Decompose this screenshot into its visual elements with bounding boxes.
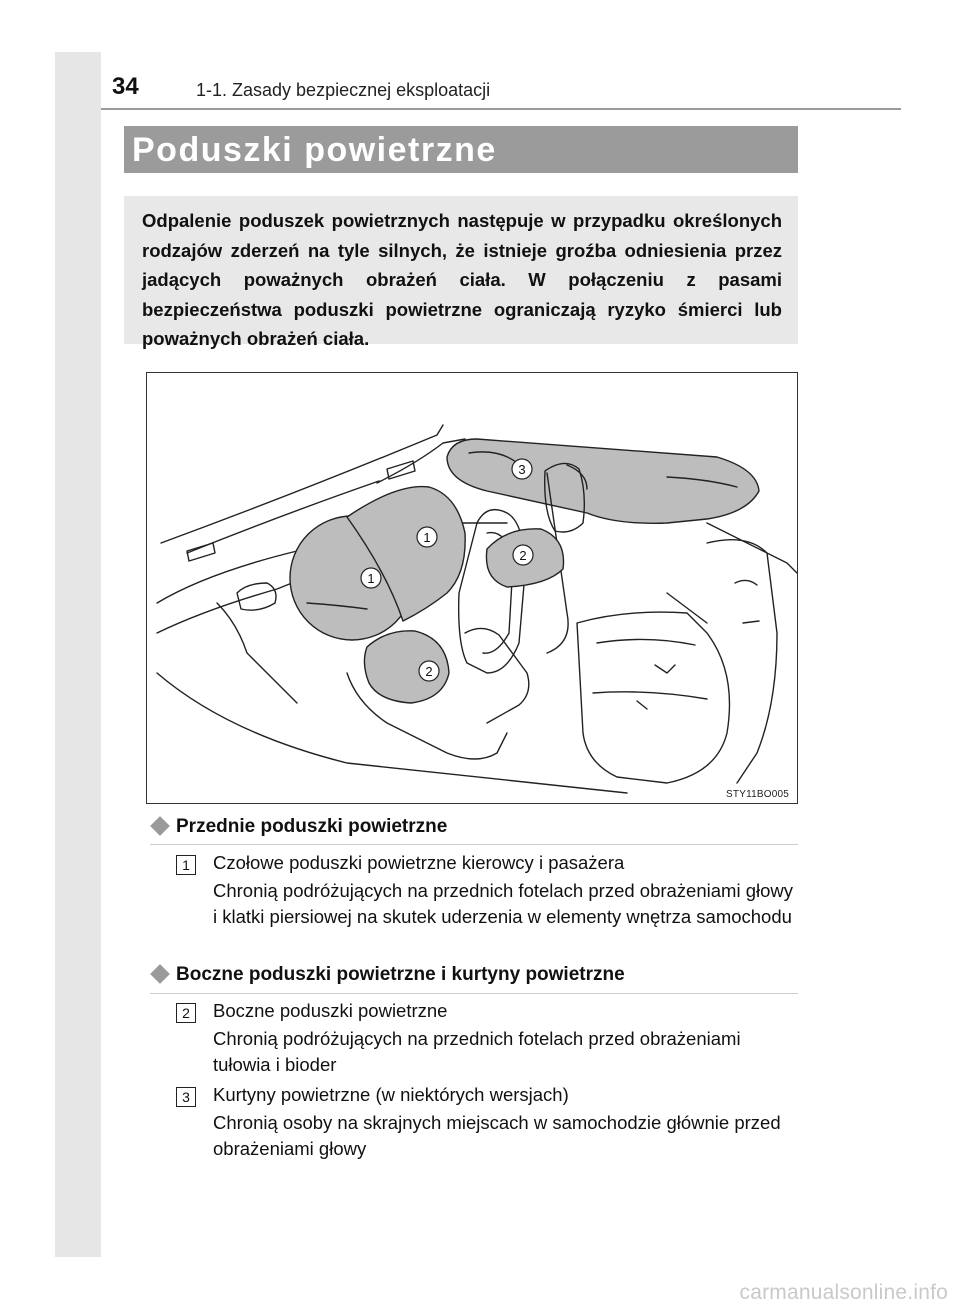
section-heading-front-airbags (150, 816, 447, 838)
rear-bench (577, 612, 730, 783)
car-interior-drawing (147, 373, 798, 804)
callout-2b: 2 (425, 664, 433, 679)
watermark: carmanualsonline.info (739, 1281, 948, 1304)
instrument-pod (237, 583, 276, 610)
dashboard-face (157, 581, 297, 633)
section-title-bar (124, 126, 798, 173)
callout-2a: 2 (519, 548, 527, 563)
header-divider (101, 108, 901, 110)
section-divider (150, 993, 798, 994)
rear-door-handle (735, 580, 759, 623)
diamond-bullet-icon (150, 964, 170, 984)
list-item (176, 1000, 800, 1076)
rear-door (707, 540, 777, 783)
callout-3: 3 (518, 462, 526, 477)
item-number-badge: 2 (176, 1003, 196, 1023)
page-side-band (55, 52, 101, 1257)
callout-1a: 1 (423, 530, 431, 545)
list-item (176, 852, 800, 952)
airbag-illustration (146, 372, 798, 804)
diamond-bullet-icon (150, 816, 170, 836)
page-number: 34 (112, 73, 139, 100)
rear-bench-lines (593, 639, 707, 699)
section-divider (150, 844, 798, 845)
item-description: Chronią osoby na skrajnych miejscach w samochodzie głównie przed obrażeniami głowy (213, 1112, 781, 1159)
list-item (176, 1084, 800, 1160)
item-description: Chronią podróżujących na przednich fotelach przed obrażeniami tułowia i bioder (213, 1028, 741, 1075)
console (217, 603, 297, 703)
chapter-title: 1-1. Zasady bezpiecznej eksploatacji (196, 80, 491, 100)
section-heading-text: Boczne poduszki powietrzne i kurtyny powietrzne (176, 964, 625, 985)
item-number-badge: 3 (176, 1087, 196, 1107)
seatbelt (637, 593, 707, 709)
figure-code: STY11BO005 (726, 789, 789, 800)
section-heading-side-airbags (150, 964, 625, 986)
page-title: Poduszki powietrzne (132, 131, 497, 169)
item-number-badge: 1 (176, 855, 196, 875)
callout-1b: 1 (367, 571, 375, 586)
item-title: Kurtyny powietrzne (w niektórych wersjach) (213, 1084, 569, 1105)
section-heading-text: Przednie poduszki powietrzne (176, 816, 448, 837)
item-title: Czołowe poduszki powietrzne kierowcy i pasażera (213, 852, 625, 873)
item-description: Chronią podróżujących na przednich fotelach przed obrażeniami głowy i klatki piersiowej na skutek uderzenia w elementy wnętrza samochodu (213, 880, 793, 927)
side-window (707, 523, 797, 573)
item-title: Boczne poduszki powietrzne (213, 1000, 448, 1021)
intro-box (124, 196, 798, 349)
intro-text: Odpalenie poduszek powietrznych następuje w przypadku określonych rodzajów zderzeń na tyle silnych, że istnieje groźba odniesienia przez jadących poważnych obrażeń ciała. W połączeniu z pasami bezpieczeństwa poduszki powietrzne ograniczają ryzyko śmierci lub poważnych obrażeń ciała. (142, 210, 782, 349)
